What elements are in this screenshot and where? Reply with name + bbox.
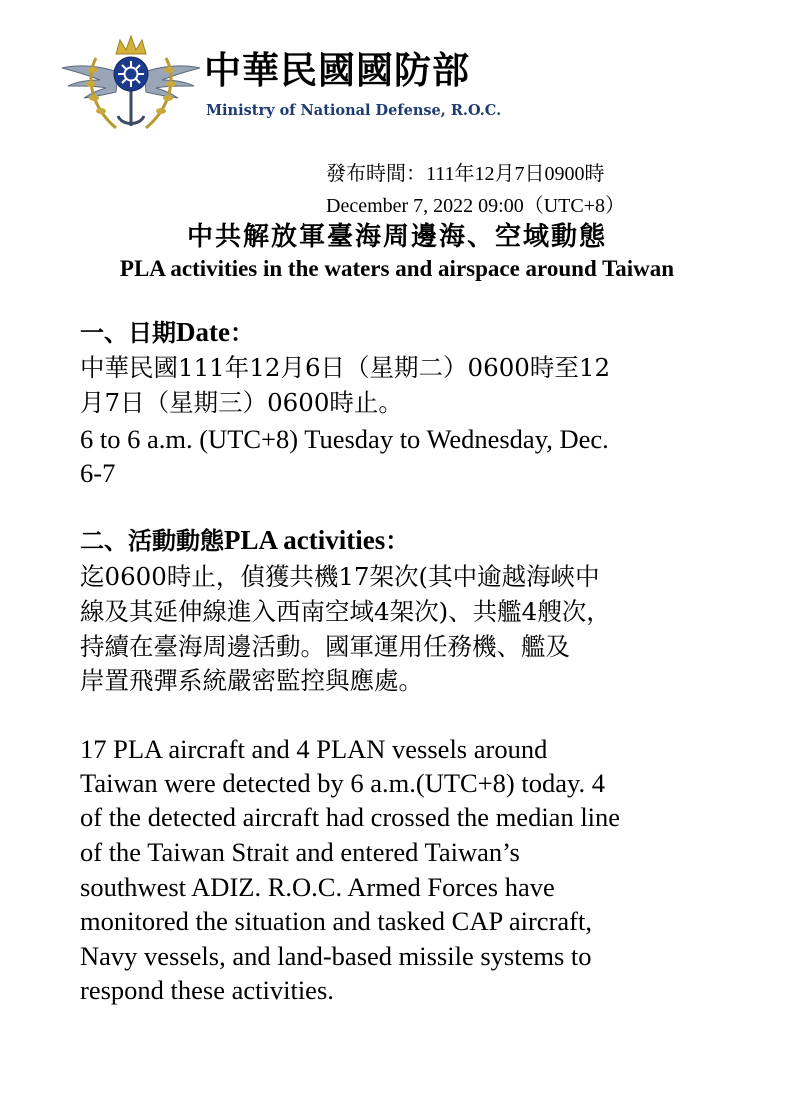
release-time-en: December 7, 2022 09:00（UTC+8） [326, 195, 626, 217]
activities-zh-line: 岸置飛彈系統嚴密監控與應處。 [80, 666, 423, 695]
activities-en-line: southwest ADIZ. R.O.C. Armed Forces have [80, 872, 555, 902]
mnd-emblem-icon [60, 28, 202, 140]
date-zh-line: 中華民國111年12月6日（星期二）0600時至12 [80, 353, 611, 382]
section-activities-heading-en: PLA activities [224, 525, 386, 555]
activities-en-line: 17 PLA aircraft and 4 PLAN vessels around [80, 734, 548, 764]
section-date-heading [80, 316, 254, 349]
activities-en-line: of the detected aircraft had crossed the median line [80, 802, 621, 832]
section-activities-heading-zh: 二、活動動態 [80, 526, 224, 555]
activities-zh-line: 迄0600時止，偵獲共機17架次(其中逾越海峽中 [80, 562, 600, 591]
release-time [326, 158, 625, 222]
section-date-heading-colon: ： [229, 318, 254, 347]
page-title-en: PLA activities in the waters and airspace around Taiwan [119, 256, 675, 281]
org-name: 中華民國國防部 [204, 49, 470, 92]
activities-zh-line: 線及其延伸線進入西南空域4架次)、共艦4艘次， [80, 597, 611, 626]
date-en-line: 6 to 6 a.m. (UTC+8) Tuesday to Wednesday, Dec. [80, 424, 609, 454]
activities-en-line: respond these activities. [80, 975, 334, 1005]
activities-en-line: Taiwan were detected by 6 a.m.(UTC+8) today. 4 [80, 768, 605, 798]
section-date-heading-en: Date [176, 317, 230, 347]
date-en-line: 6-7 [80, 458, 116, 488]
page-title-zh: 中共解放軍臺海周邊海、空域動態 [186, 222, 607, 252]
section-activities-heading-colon: ： [385, 526, 410, 555]
section-activities-heading [80, 524, 409, 557]
section-date-heading-zh: 一、日期 [80, 318, 176, 347]
date-zh-line: 月7日（星期三）0600時止。 [80, 388, 403, 417]
activities-en-line: monitored the situation and tasked CAP aircraft, [80, 906, 592, 936]
org-name-en: Ministry of National Defense, R.O.C. [206, 102, 502, 119]
release-time-zh: 發布時間：111年12月7日0900時 [326, 163, 605, 185]
activities-en-line: of the Taiwan Strait and entered Taiwan’s [80, 837, 520, 867]
activities-en-line: Navy vessels, and land-based missile systems to [80, 941, 592, 971]
activities-zh-line: 持續在臺海周邊活動。國軍運用任務機、艦及 [80, 632, 570, 661]
